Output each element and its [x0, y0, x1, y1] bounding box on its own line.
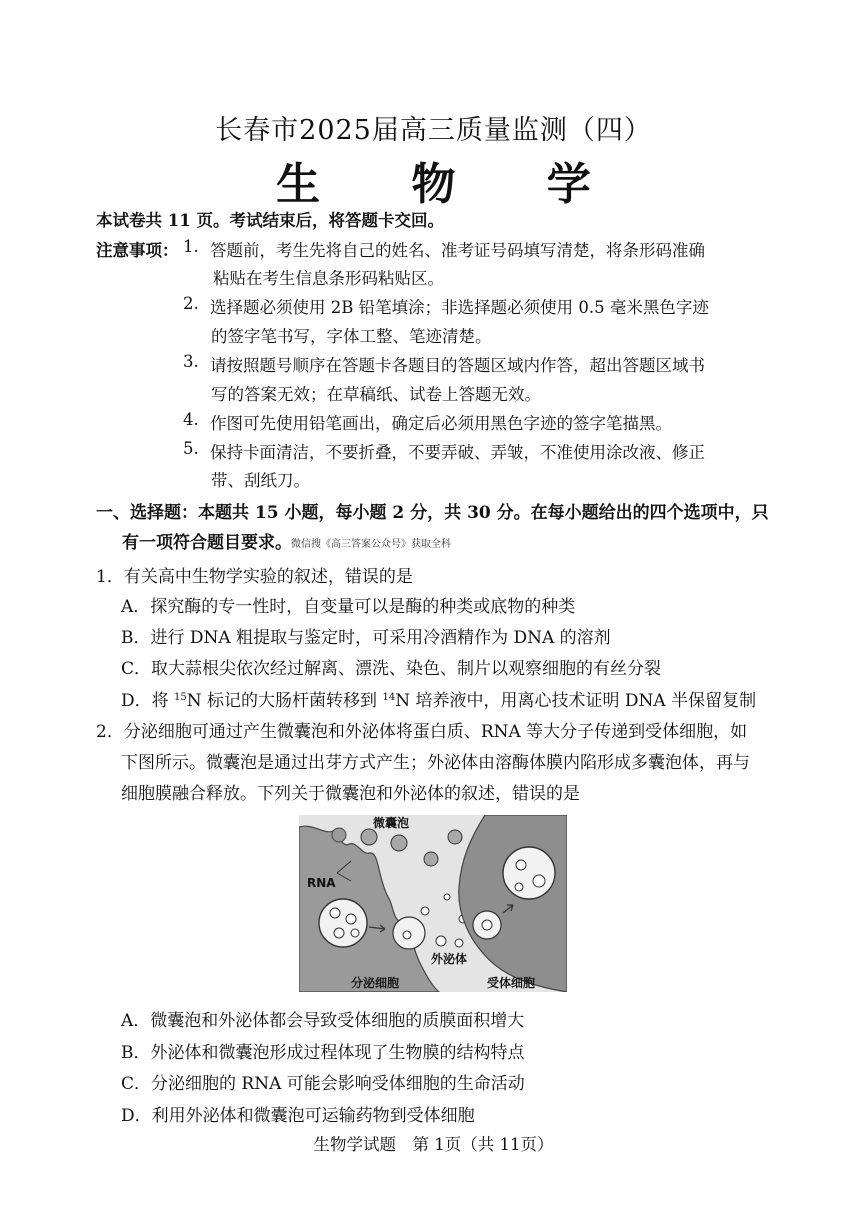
note-3-line2: 写的答案无效；在草稿纸、试卷上答题无效。	[211, 385, 541, 404]
q2-option-d: D．利用外泌体和微囊泡可运输药物到受体细胞	[121, 1106, 475, 1126]
note-4-line1: 作图可先使用铅笔画出，确定后必须用黑色字迹的签字笔描黑。	[210, 414, 672, 433]
q2-option-b: B．外泌体和微囊泡形成过程体现了生物膜的结构特点	[121, 1043, 525, 1063]
exam-info-line: 本试卷共 11 页。考试结束后，将答题卡交回。	[96, 211, 444, 230]
vesicle-diagram	[299, 815, 567, 992]
q1-stem: 1．有关高中生物学实验的叙述，错误的是	[96, 567, 413, 587]
note-5-num: 5.	[183, 439, 199, 458]
page-footer: 生物学试题 第 1页（共 11页）	[313, 1135, 554, 1154]
q1-option-a: A．探究酶的专一性时，自变量可以是酶的种类或底物的种类	[121, 597, 576, 617]
label-rna: RNA	[307, 876, 336, 890]
note-1-line1: 答题前，考生先将自己的姓名、准考证号码填写清楚，将条形码准确	[210, 241, 705, 260]
label-receptor-cell: 受体细胞	[487, 976, 536, 990]
q1-option-c: C．取大蒜根尖依次经过解离、漂洗、染色、制片以观察细胞的有丝分裂	[121, 659, 662, 679]
note-2-line2: 的签字笔书写，字体工整、笔迹清楚。	[211, 327, 492, 346]
note-5-line2: 带、刮纸刀。	[211, 471, 310, 490]
q1-option-d	[121, 686, 756, 711]
subject-title: 生 物 学	[276, 159, 629, 210]
label-exosome: 外泌体	[431, 952, 468, 966]
watermark-text: 微信搜《高三答案公众号》获取全科	[291, 539, 451, 550]
q1-d-mid: N 标记的大肠杆菌转移到	[186, 691, 383, 711]
note-2-line1: 选择题必须使用 2B 铅笔填涂；非选择题必须使用 0.5 毫米黑色字迹	[210, 298, 709, 317]
q1-d-post: N 培养液中，用离心技术证明 DNA 半保留复制	[395, 691, 757, 711]
section-heading-line2: 有一项符合题目要求。	[122, 533, 292, 553]
section-heading-line1: 一、选择题：本题共 15 小题，每小题 2 分，共 30 分。在每小题给出的四个选项中，只	[96, 503, 769, 523]
note-3-num: 3.	[183, 352, 199, 371]
q2-option-c: C．分泌细胞的 RNA 可能会影响受体细胞的生命活动	[121, 1074, 525, 1094]
label-secretory-cell: 分泌细胞	[351, 976, 400, 990]
q1-option-b: B．进行 DNA 粗提取与鉴定时，可采用冷酒精作为 DNA 的溶剂	[121, 628, 611, 648]
note-5-line1: 保持卡面清洁，不要折叠，不要弄破、弄皱，不准使用涂改液、修正	[210, 443, 705, 462]
note-1-line2: 粘贴在考生信息条形码粘贴区。	[213, 269, 444, 288]
note-1-num: 1.	[183, 237, 199, 256]
label-microvesicle: 微囊泡	[373, 816, 410, 830]
q2-stem-line2: 下图所示。微囊泡是通过出芽方式产生；外泌体由溶酶体膜内陷形成多囊泡体，再与	[121, 753, 750, 773]
q2-stem-line3: 细胞膜融合释放。下列关于微囊泡和外泌体的叙述，错误的是	[121, 784, 580, 804]
q2-stem-line1: 2．分泌细胞可通过产生微囊泡和外泌体将蛋白质、RNA 等大分子传递到受体细胞，如	[96, 722, 748, 742]
q1-d-sup1: 15	[174, 692, 187, 703]
note-2-num: 2.	[183, 294, 199, 313]
note-4-num: 4.	[183, 410, 199, 429]
notes-label: 注意事项：	[96, 241, 179, 260]
exam-title: 长春市2025届高三质量监测（四）	[215, 115, 652, 146]
q2-option-a: A．微囊泡和外泌体都会导致受体细胞的质膜面积增大	[121, 1011, 525, 1031]
q1-d-pre: D．将	[121, 691, 175, 711]
q1-d-sup2: 14	[382, 692, 396, 703]
note-3-line1: 请按照题号顺序在答题卡各题目的答题区域内作答，超出答题区域书	[210, 356, 705, 375]
